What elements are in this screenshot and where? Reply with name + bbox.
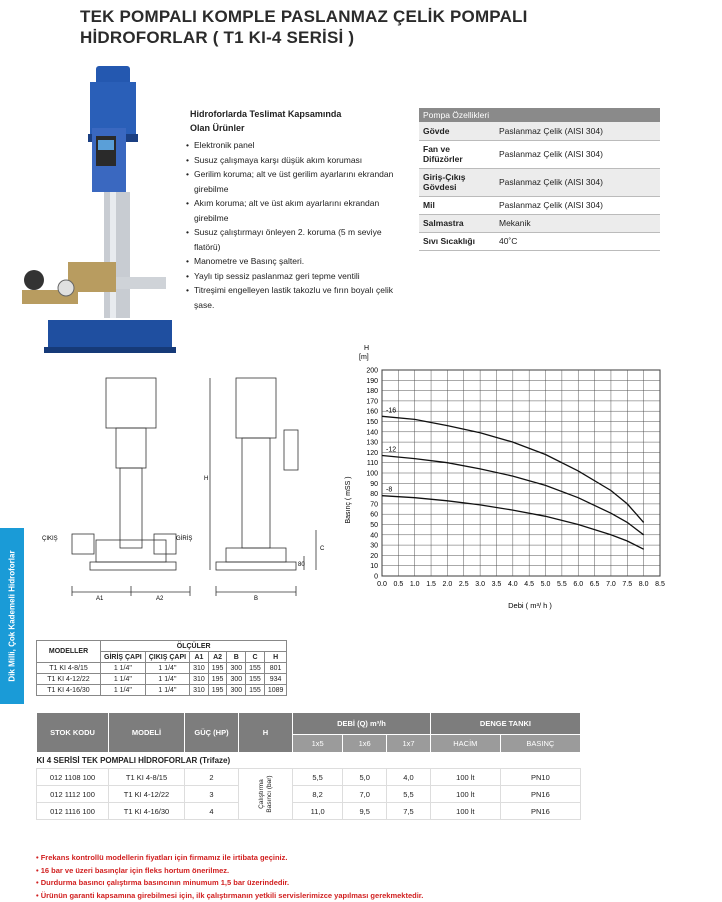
- cell: 4: [185, 803, 239, 820]
- y-tick-label: 130: [366, 439, 378, 447]
- x-axis-label: Debi ( m³/ h ): [508, 601, 552, 610]
- dims-group-header: ÖLÇÜLER: [101, 641, 287, 652]
- models-header: MODELLER: [37, 641, 101, 663]
- table-row: [37, 786, 581, 803]
- cell: 012 1112 100: [37, 786, 109, 803]
- pump-specs-table: [419, 108, 660, 251]
- cell: 012 1116 100: [37, 803, 109, 820]
- cell: 1 1/4": [101, 674, 146, 685]
- y-tick-label: 170: [366, 398, 378, 406]
- cell: T1 KI 4-8/15: [109, 769, 185, 786]
- cell: 195: [208, 674, 227, 685]
- x-tick-label: 2.0: [442, 581, 453, 588]
- y-tick-label: 0: [374, 573, 378, 581]
- y-tick-labels: [366, 368, 378, 581]
- footnotes: [36, 852, 423, 902]
- y-tick-label: 50: [370, 522, 378, 529]
- list-item: • Susuz çalıştırmayı önleyen 2. koruma (5 m seviye flatörü): [186, 225, 408, 254]
- cell: 310: [190, 663, 209, 674]
- technical-drawing: [36, 370, 346, 602]
- cell: PN10: [500, 769, 580, 786]
- cell: 195: [208, 663, 227, 674]
- y-tick-label: 190: [366, 377, 378, 385]
- y-tick-label: 200: [366, 367, 378, 375]
- table-row: [37, 685, 287, 696]
- dim-c-label: C: [320, 546, 325, 552]
- y-tick-label: 160: [366, 408, 378, 416]
- flow-header: DEBİ (Q) m³/h: [293, 713, 431, 735]
- chart-grid: [382, 370, 660, 576]
- x-tick-label: 8.0: [638, 581, 649, 588]
- stock-code-header: STOK KODU: [37, 713, 109, 753]
- flow-sub-header: 1x7: [387, 735, 431, 753]
- scope-title-line-2: Olan Ürünler: [190, 123, 245, 133]
- x-tick-labels: [377, 581, 665, 588]
- y-tick-label: 10: [370, 563, 378, 571]
- dim-a2-label: A2: [156, 596, 164, 602]
- spec-value: Mekanik: [495, 214, 660, 232]
- x-tick-label: 5.5: [557, 581, 567, 588]
- y-tick-label: 140: [366, 429, 378, 437]
- cell: T1 KI 4-12/22: [109, 786, 185, 803]
- y-axis-label: Basınç ( mSS ): [345, 476, 352, 524]
- col-header: H: [264, 652, 287, 663]
- spec-key: Giriş-Çıkış Gövdesi: [419, 168, 495, 196]
- cell: 7,5: [387, 803, 431, 820]
- performance-chart: [340, 340, 670, 610]
- spec-value: Paslanmaz Çelik (AISI 304): [495, 168, 660, 196]
- delivery-scope-list: [186, 138, 408, 312]
- table-row: [37, 803, 581, 820]
- pump-product-image: [8, 62, 180, 362]
- cell: 300: [227, 663, 246, 674]
- delivery-scope-title: [190, 107, 341, 135]
- cell: 012 1108 100: [37, 769, 109, 786]
- title-line-1: TEK POMPALI KOMPLE PASLANMAZ ÇELİK POMPALI: [80, 7, 528, 26]
- y-unit-label: H: [364, 345, 370, 352]
- x-tick-label: 4.5: [524, 581, 535, 588]
- table-row: [37, 674, 287, 685]
- list-item: • Akım koruma; alt ve üst akım ayarlarını ekrandan girebilme: [186, 196, 408, 225]
- spec-key: Salmastra: [419, 214, 495, 232]
- cell: 7,0: [343, 786, 387, 803]
- cell: 155: [246, 685, 265, 696]
- y-tick-label: 30: [370, 542, 378, 550]
- cell: 100 lt: [430, 769, 500, 786]
- x-tick-label: 5.0: [540, 581, 551, 588]
- y-unit-bracket: [m]: [359, 354, 369, 361]
- x-tick-label: 3.0: [475, 581, 485, 588]
- h-header: H: [239, 713, 293, 753]
- cell: PN16: [500, 803, 580, 820]
- x-tick-label: 0.0: [377, 581, 387, 588]
- model-header: MODELİ: [109, 713, 185, 753]
- cell: 300: [227, 674, 246, 685]
- x-tick-label: 7.0: [606, 581, 616, 588]
- cell: 5,5: [387, 786, 431, 803]
- x-tick-label: 6.5: [589, 581, 600, 588]
- cell: 1 1/4": [101, 663, 146, 674]
- list-item: • Gerilim koruma; alt ve üst gerilim ayarlarını ekrandan girebilme: [186, 167, 408, 196]
- specs-header: Pompa Özellikleri: [419, 108, 660, 122]
- cell: 4,0: [387, 769, 431, 786]
- y-tick-label: 70: [370, 501, 378, 509]
- cell: 2: [185, 769, 239, 786]
- cell: T1 KI 4-12/22: [37, 674, 101, 685]
- x-tick-label: 7.5: [622, 581, 633, 588]
- x-tick-label: 1.5: [426, 581, 436, 588]
- side-tab-label: Dik Milli, Çok Kademeli Hidroforlar: [7, 550, 17, 682]
- cell: 9,5: [343, 803, 387, 820]
- list-item: • Susuz çalışmaya karşı düşük akım koruması: [186, 153, 408, 168]
- cell: 1089: [264, 685, 287, 696]
- cell: 801: [264, 663, 287, 674]
- y-tick-label: 40: [370, 532, 378, 540]
- cell: 5,0: [343, 769, 387, 786]
- dim-80-label: 80: [298, 562, 305, 568]
- series-label: -12: [386, 446, 397, 454]
- spec-key: Gövde: [419, 122, 495, 140]
- col-header: GİRİŞ ÇAPI: [101, 652, 146, 663]
- spec-value: Paslanmaz Çelik (AISI 304): [495, 196, 660, 214]
- footnote: • Frekans kontrollü modellerin fiyatları için firmamız ile irtibata geçiniz.: [36, 852, 423, 865]
- cell: PN16: [500, 786, 580, 803]
- spec-value: 40˚C: [495, 232, 660, 250]
- spec-key: Sıvı Sıcaklığı: [419, 232, 495, 250]
- spec-value: Paslanmaz Çelik (AISI 304): [495, 122, 660, 140]
- scope-title-line-1: Hidroforlarda Teslimat Kapsamında: [190, 109, 342, 119]
- power-header: GÜÇ (HP): [185, 713, 239, 753]
- y-tick-label: 150: [366, 419, 378, 426]
- list-item: • Manometre ve Basınç şalteri.: [186, 254, 408, 269]
- col-header: A2: [208, 652, 227, 663]
- title-line-2: HİDROFORLAR ( T1 KI-4 SERİSİ ): [80, 28, 355, 47]
- tank-sub-header: BASINÇ: [500, 735, 580, 753]
- inlet-label: GİRİŞ: [176, 536, 193, 542]
- table-row: [37, 663, 287, 674]
- list-item: • Yaylı tip sessiz paslanmaz geri tepme ventili: [186, 269, 408, 284]
- x-tick-label: 3.5: [491, 581, 502, 588]
- col-header: ÇIKIŞ ÇAPI: [145, 652, 189, 663]
- outlet-label: ÇIKIŞ: [42, 536, 58, 542]
- x-tick-label: 6.0: [573, 581, 584, 588]
- flow-sub-header: 1x5: [293, 735, 343, 753]
- spec-value: Paslanmaz Çelik (AISI 304): [495, 140, 660, 168]
- spec-key: Mil: [419, 196, 495, 214]
- dimensions-table: [36, 640, 287, 696]
- dim-h-label: H: [204, 476, 209, 482]
- cell: T1 KI 4-16/30: [37, 685, 101, 696]
- footnote: • 16 bar ve üzeri basınçlar için fleks hortum önerilmez.: [36, 865, 423, 878]
- y-tick-label: 100: [366, 470, 378, 478]
- start-pressure-label: Çalıştırma Basıncı (bar): [258, 775, 273, 813]
- y-tick-label: 90: [370, 480, 378, 488]
- cell: 1 1/4": [145, 674, 189, 685]
- cell: 310: [190, 674, 209, 685]
- cell: 310: [190, 685, 209, 696]
- list-item: • Elektronik panel: [186, 138, 408, 153]
- cell: 1 1/4": [101, 685, 146, 696]
- footnote: • Durdurma basıncı çalıştırma basıncının minumum 1,5 bar üzerindedir.: [36, 877, 423, 890]
- list-item: • Titreşimi engelleyen lastik takozlu ve fırın boyalı çelik şase.: [186, 283, 408, 312]
- y-tick-label: 20: [370, 552, 378, 560]
- x-tick-label: 2.5: [458, 581, 469, 588]
- tank-header: DENGE TANKI: [430, 713, 580, 735]
- cell: T1 KI 4-8/15: [37, 663, 101, 674]
- cell: 155: [246, 674, 265, 685]
- tank-sub-header: HACİM: [430, 735, 500, 753]
- x-tick-label: 4.0: [507, 581, 518, 588]
- cell: 11,0: [293, 803, 343, 820]
- cell: 1 1/4": [145, 663, 189, 674]
- cell: 195: [208, 685, 227, 696]
- y-tick-label: 180: [366, 388, 378, 396]
- dim-b-label: B: [254, 596, 259, 602]
- spec-key: Fan ve Difüzörler: [419, 140, 495, 168]
- y-tick-label: 120: [366, 449, 378, 457]
- cell: 5,5: [293, 769, 343, 786]
- cell: 3: [185, 786, 239, 803]
- cell: 1 1/4": [145, 685, 189, 696]
- side-category-tab: [0, 528, 24, 704]
- x-tick-label: 1.0: [409, 581, 420, 588]
- page-title: [80, 6, 528, 48]
- cell: T1 KI 4-16/30: [109, 803, 185, 820]
- flow-sub-header: 1x6: [343, 735, 387, 753]
- stock-table: [36, 712, 581, 820]
- cell: 8,2: [293, 786, 343, 803]
- col-header: A1: [190, 652, 209, 663]
- footnote: • Ürünün garanti kapsamına girebilmesi için, ilk çalıştırmanın yetkili servislerimizce yapılması gerekmektedir.: [36, 890, 423, 902]
- cell: 300: [227, 685, 246, 696]
- col-header: C: [246, 652, 265, 663]
- col-header: B: [227, 652, 246, 663]
- x-tick-label: 0.5: [393, 581, 404, 588]
- x-tick-label: 8.5: [655, 581, 665, 588]
- y-tick-label: 110: [366, 460, 378, 468]
- series-title: KI 4 SERİSİ TEK POMPALI HİDROFORLAR (Trifaze): [36, 756, 231, 765]
- cell: 155: [246, 663, 265, 674]
- table-row: [37, 769, 581, 786]
- series-label: -8: [386, 486, 393, 494]
- cell: 934: [264, 674, 287, 685]
- y-tick-label: 80: [370, 491, 378, 499]
- dim-a1-label: A1: [96, 596, 104, 602]
- series-label: -16: [386, 407, 397, 415]
- y-tick-label: 60: [370, 511, 378, 519]
- cell: 100 lt: [430, 786, 500, 803]
- cell: 100 lt: [430, 803, 500, 820]
